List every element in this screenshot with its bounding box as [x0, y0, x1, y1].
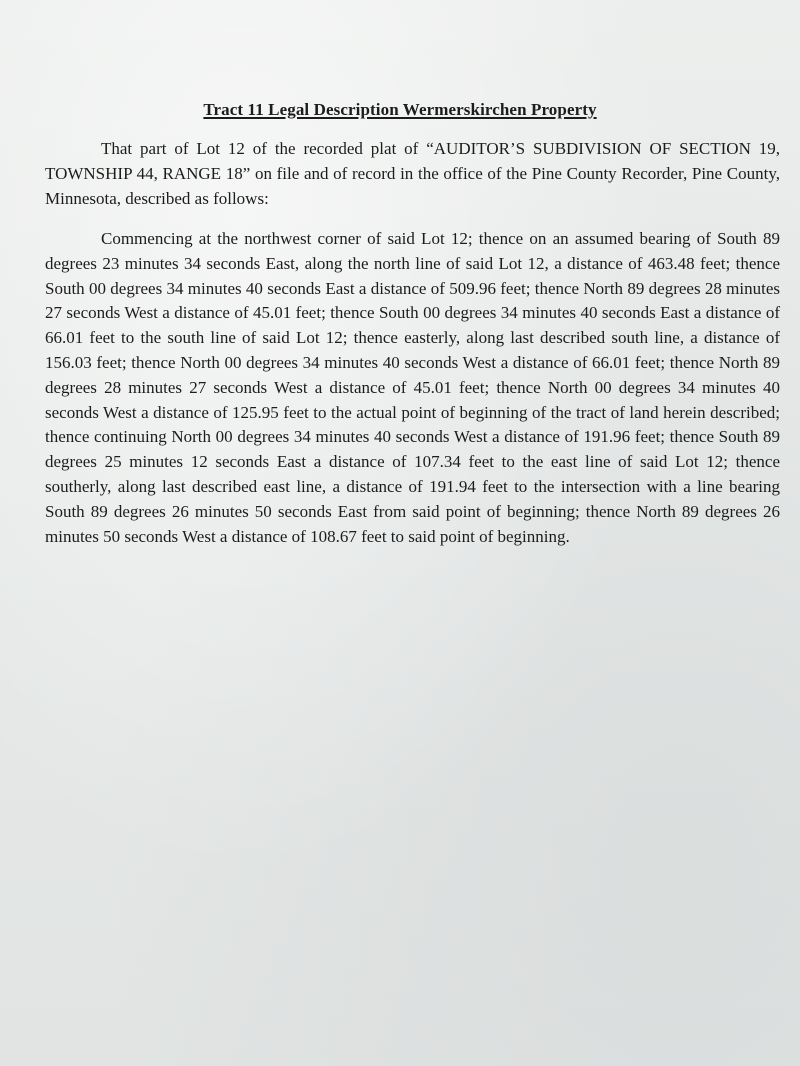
- legal-description-paragraph: Commencing at the northwest corner of said Lot 12; thence on an assumed bearing of South 89 degrees 23 minutes 34 seconds East, along the north line of said Lot 12, a distance of 463.48 feet; thence South 00 degrees 34 minutes 40 seconds East a distance of 509.96 feet; thence North 89 degrees 28 minutes 27 seconds West a distance of 45.01 feet; thence South 00 degrees 34 minutes 40 seconds East a distance of 66.01 feet to the south line of said Lot 12; thence easterly, along last described south line, a distance of 156.03 feet; thence North 00 degrees 34 minutes 40 seconds West a distance of 66.01 feet; thence North 89 degrees 28 minutes 27 seconds West a distance of 45.01 feet; thence North 00 degrees 34 minutes 40 seconds West a distance of 125.95 feet to the actual point of beginning of the tract of land herein described; thence continuing North 00 degrees 34 minutes 40 seconds West a distance of 191.96 feet; thence South 89 degrees 25 minutes 12 seconds East a distance of 107.34 feet to the east line of said Lot 12; thence southerly, along last described east line, a distance of 191.94 feet to the intersection with a line bearing South 89 degrees 26 minutes 50 seconds East from said point of beginning; thence North 89 degrees 26 minutes 50 seconds West a distance of 108.67 feet to said point of beginning.: [45, 229, 780, 546]
- document-title-container: [0, 99, 800, 121]
- document-title: Tract 11 Legal Description Wermerskirchen Property: [203, 100, 597, 119]
- intro-paragraph: That part of Lot 12 of the recorded plat of “AUDITOR’S SUBDIVISION OF SECTION 19, TOWNSHIP 44, RANGE 18” on file and of record in the office of the Pine County Recorder, Pine County, Minnesota, described as follows:: [45, 139, 780, 208]
